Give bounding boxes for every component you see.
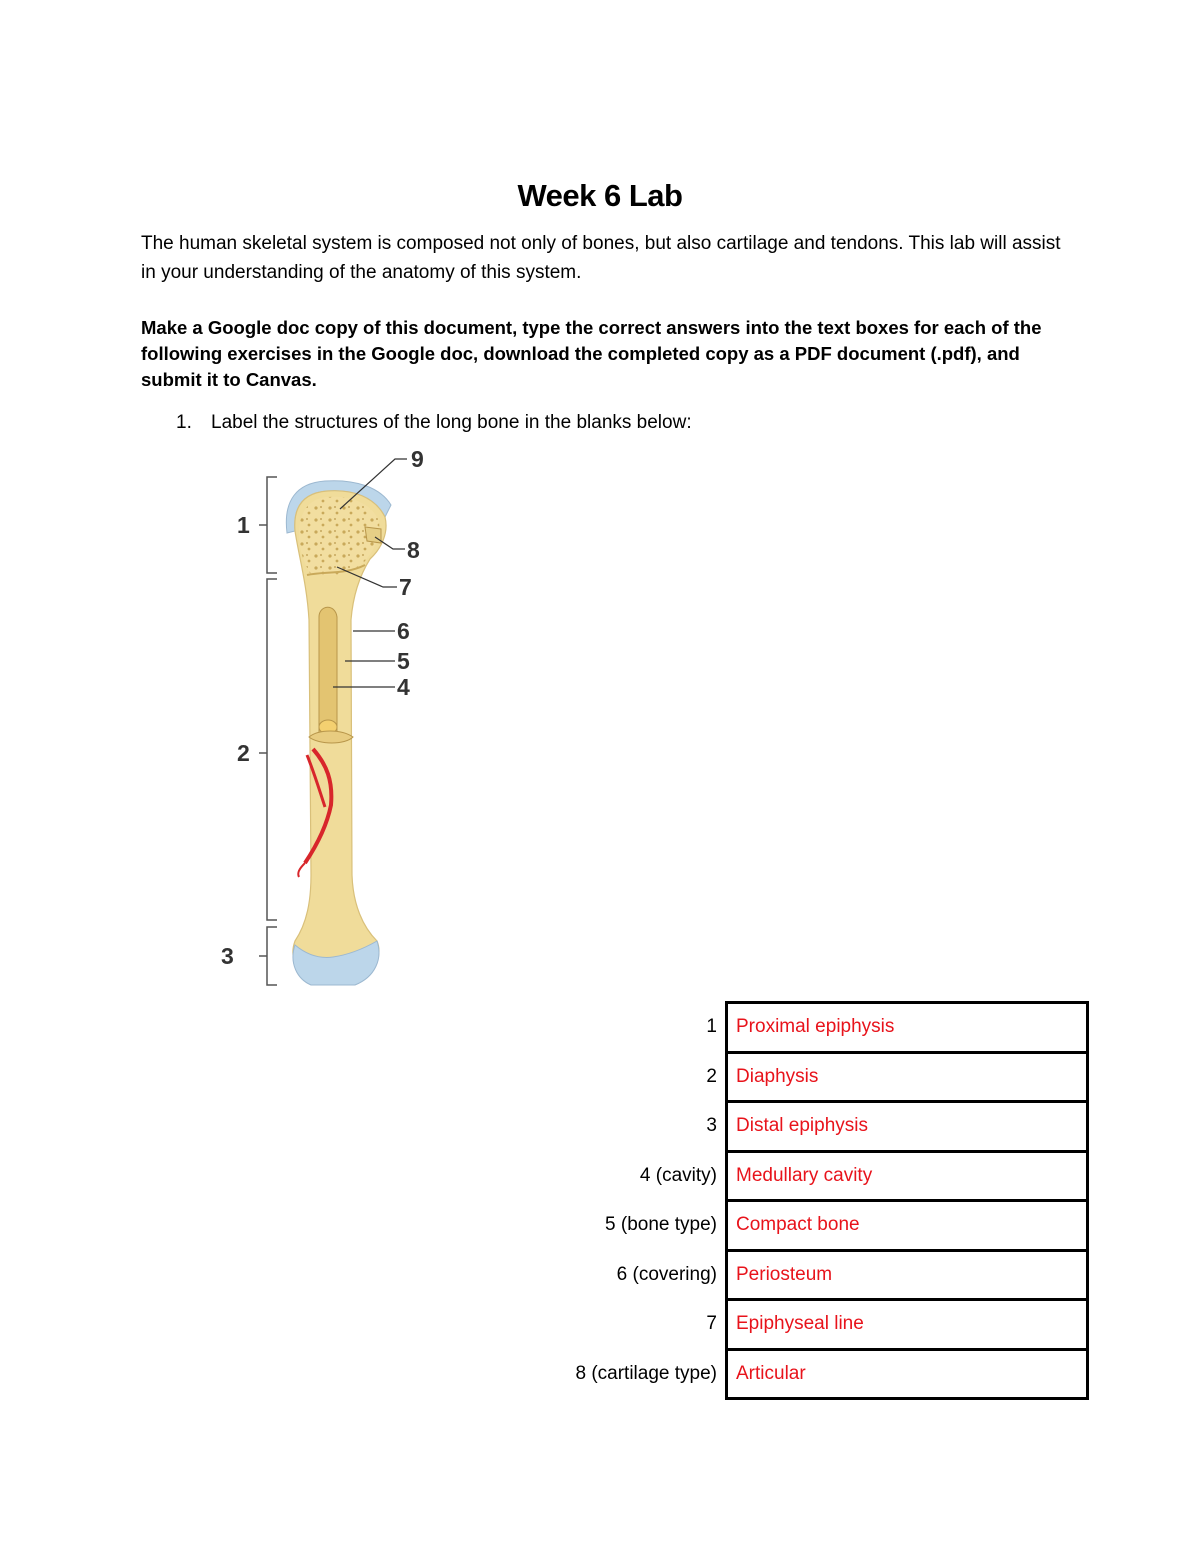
- answer-row: [560, 1201, 1088, 1251]
- figure-label-4: 4: [397, 674, 410, 700]
- figure-label-2: 2: [237, 740, 250, 766]
- answer-field[interactable]: Epiphyseal line: [727, 1300, 1088, 1350]
- intro-paragraph: The human skeletal system is composed not only of bones, but also cartilage and tendons. This lab will assist in your understanding of the anatomy of this system.: [141, 233, 1061, 283]
- answer-field[interactable]: Medullary cavity: [727, 1151, 1088, 1201]
- answer-row: [560, 1349, 1088, 1399]
- answer-table: [560, 1001, 1089, 1400]
- long-bone-diagram: [215, 445, 455, 1002]
- figure-label-1: 1: [237, 512, 250, 538]
- bracket-1: [267, 477, 277, 573]
- figure-label-6: 6: [397, 618, 410, 644]
- instructions-paragraph: Make a Google doc copy of this document, type the correct answers into the text boxes for each of the following exercises in the Google doc, download the completed copy as a PDF document (.pdf), and submit it to Canvas.: [141, 317, 1042, 390]
- answer-label: 4 (cavity): [639, 1164, 717, 1186]
- answer-label: 1: [706, 1016, 717, 1038]
- figure-label-3: 3: [221, 943, 234, 969]
- blood-vessel: [298, 863, 305, 877]
- answer-label: 6 (covering): [616, 1263, 717, 1285]
- answer-field[interactable]: Proximal epiphysis: [727, 1003, 1088, 1053]
- long-bone-illustration: [215, 445, 455, 997]
- bracket-3: [267, 927, 277, 985]
- answer-field[interactable]: Diaphysis: [727, 1052, 1088, 1102]
- answer-row: [560, 1003, 1088, 1053]
- medullary-cavity: [319, 607, 337, 733]
- figure-label-5: 5: [397, 648, 410, 674]
- question-text: Label the structures of the long bone in the blanks below:: [211, 412, 692, 433]
- figure-label-8: 8: [407, 537, 420, 563]
- cartilage-notch: [365, 527, 381, 543]
- answer-field[interactable]: Distal epiphysis: [727, 1102, 1088, 1152]
- answer-label: 2: [706, 1065, 717, 1087]
- answer-label: 5 (bone type): [605, 1214, 717, 1236]
- page-title: Week 6 Lab: [517, 178, 683, 213]
- answer-row: [560, 1052, 1088, 1102]
- answer-label: 7: [706, 1313, 717, 1335]
- answer-field[interactable]: Periosteum: [727, 1250, 1088, 1300]
- answer-label: 3: [706, 1115, 717, 1137]
- figure-label-9: 9: [411, 446, 424, 472]
- question-1: [176, 410, 692, 436]
- answer-field[interactable]: Compact bone: [727, 1201, 1088, 1251]
- question-number: 1.: [176, 412, 192, 433]
- answer-label: 8 (cartilage type): [575, 1362, 717, 1384]
- answer-row: [560, 1300, 1088, 1350]
- answer-row: [560, 1250, 1088, 1300]
- bracket-2: [267, 579, 277, 920]
- answer-row: [560, 1151, 1088, 1201]
- answer-field[interactable]: Articular: [727, 1349, 1088, 1399]
- answer-row: [560, 1102, 1088, 1152]
- figure-label-7: 7: [399, 574, 412, 600]
